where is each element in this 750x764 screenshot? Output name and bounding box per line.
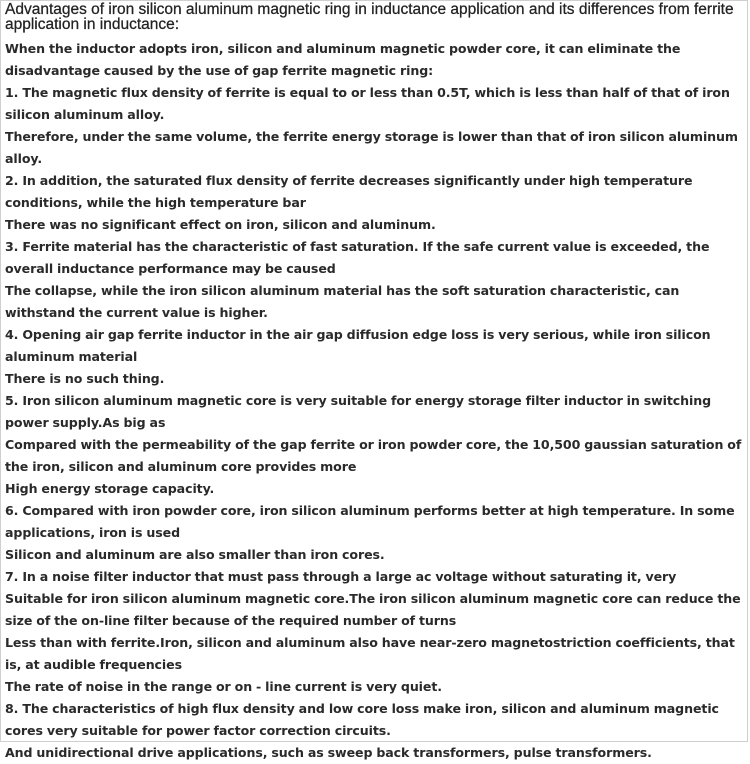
paragraph: 6. Compared with iron powder core, iron silicon aluminum performs better at high temperature. In some applications, iron is used <box>5 503 735 540</box>
paragraph: And unidirectional drive applications, such as sweep back transformers, pulse transformers. <box>5 745 652 760</box>
paragraph: Suitable for iron silicon aluminum magnetic core.The iron silicon aluminum magnetic core can reduce the size of the on-line filter because of the required number of turns <box>5 591 741 628</box>
paragraph: The rate of noise in the range or on - line current is very quiet. <box>5 679 442 694</box>
paragraph: 2. In addition, the saturated flux density of ferrite decreases significantly under high temperature conditions, while the high temperature bar <box>5 173 693 210</box>
paragraph: The collapse, while the iron silicon aluminum material has the soft saturation characteristic, can withstand the current value is higher. <box>5 283 680 320</box>
paragraph: Silicon and aluminum are also smaller than iron cores. <box>5 547 385 562</box>
paragraph: 7. In a noise filter inductor that must pass through a large ac voltage without saturating it, very <box>5 569 677 584</box>
paragraph: There is no such thing. <box>5 371 165 386</box>
paragraph: There was no significant effect on iron, silicon and aluminum. <box>5 217 436 232</box>
paragraph-list <box>5 38 747 764</box>
paragraph: Therefore, under the same volume, the ferrite energy storage is lower than that of iron silicon aluminum alloy. <box>5 129 738 166</box>
paragraph: 3. Ferrite material has the characteristic of fast saturation. If the safe current value is exceeded, the overall inductance performance may be caused <box>5 239 710 276</box>
paragraph: 1. The magnetic flux density of ferrite is equal to or less than 0.5T, which is less than half of that of iron silicon aluminum alloy. <box>5 85 730 122</box>
document-body <box>5 2 747 764</box>
paragraph: 4. Opening air gap ferrite inductor in the air gap diffusion edge loss is very serious, while iron silicon aluminum material <box>5 327 711 364</box>
paragraph: 8. The characteristics of high flux density and low core loss make iron, silicon and aluminum magnetic cores very suitable for power factor correction circuits. <box>5 701 719 738</box>
paragraph: 5. Iron silicon aluminum magnetic core is very suitable for energy storage filter inductor in switching power supply.As big as <box>5 393 712 430</box>
paragraph: Less than with ferrite.Iron, silicon and aluminum also have near-zero magnetostriction coefficients, that is, at audible frequencies <box>5 635 735 672</box>
document-title: Advantages of iron silicon aluminum magnetic ring in inductance application and its differences from ferrite application in inductance: <box>5 1 734 33</box>
paragraph: Compared with the permeability of the gap ferrite or iron powder core, the 10,500 gaussian saturation of the iron, silicon and aluminum core provides more <box>5 437 742 474</box>
paragraph: When the inductor adopts iron, silicon and aluminum magnetic powder core, it can eliminate the disadvantage caused by the use of gap ferrite magnetic ring: <box>5 41 681 78</box>
paragraph: High energy storage capacity. <box>5 481 215 496</box>
